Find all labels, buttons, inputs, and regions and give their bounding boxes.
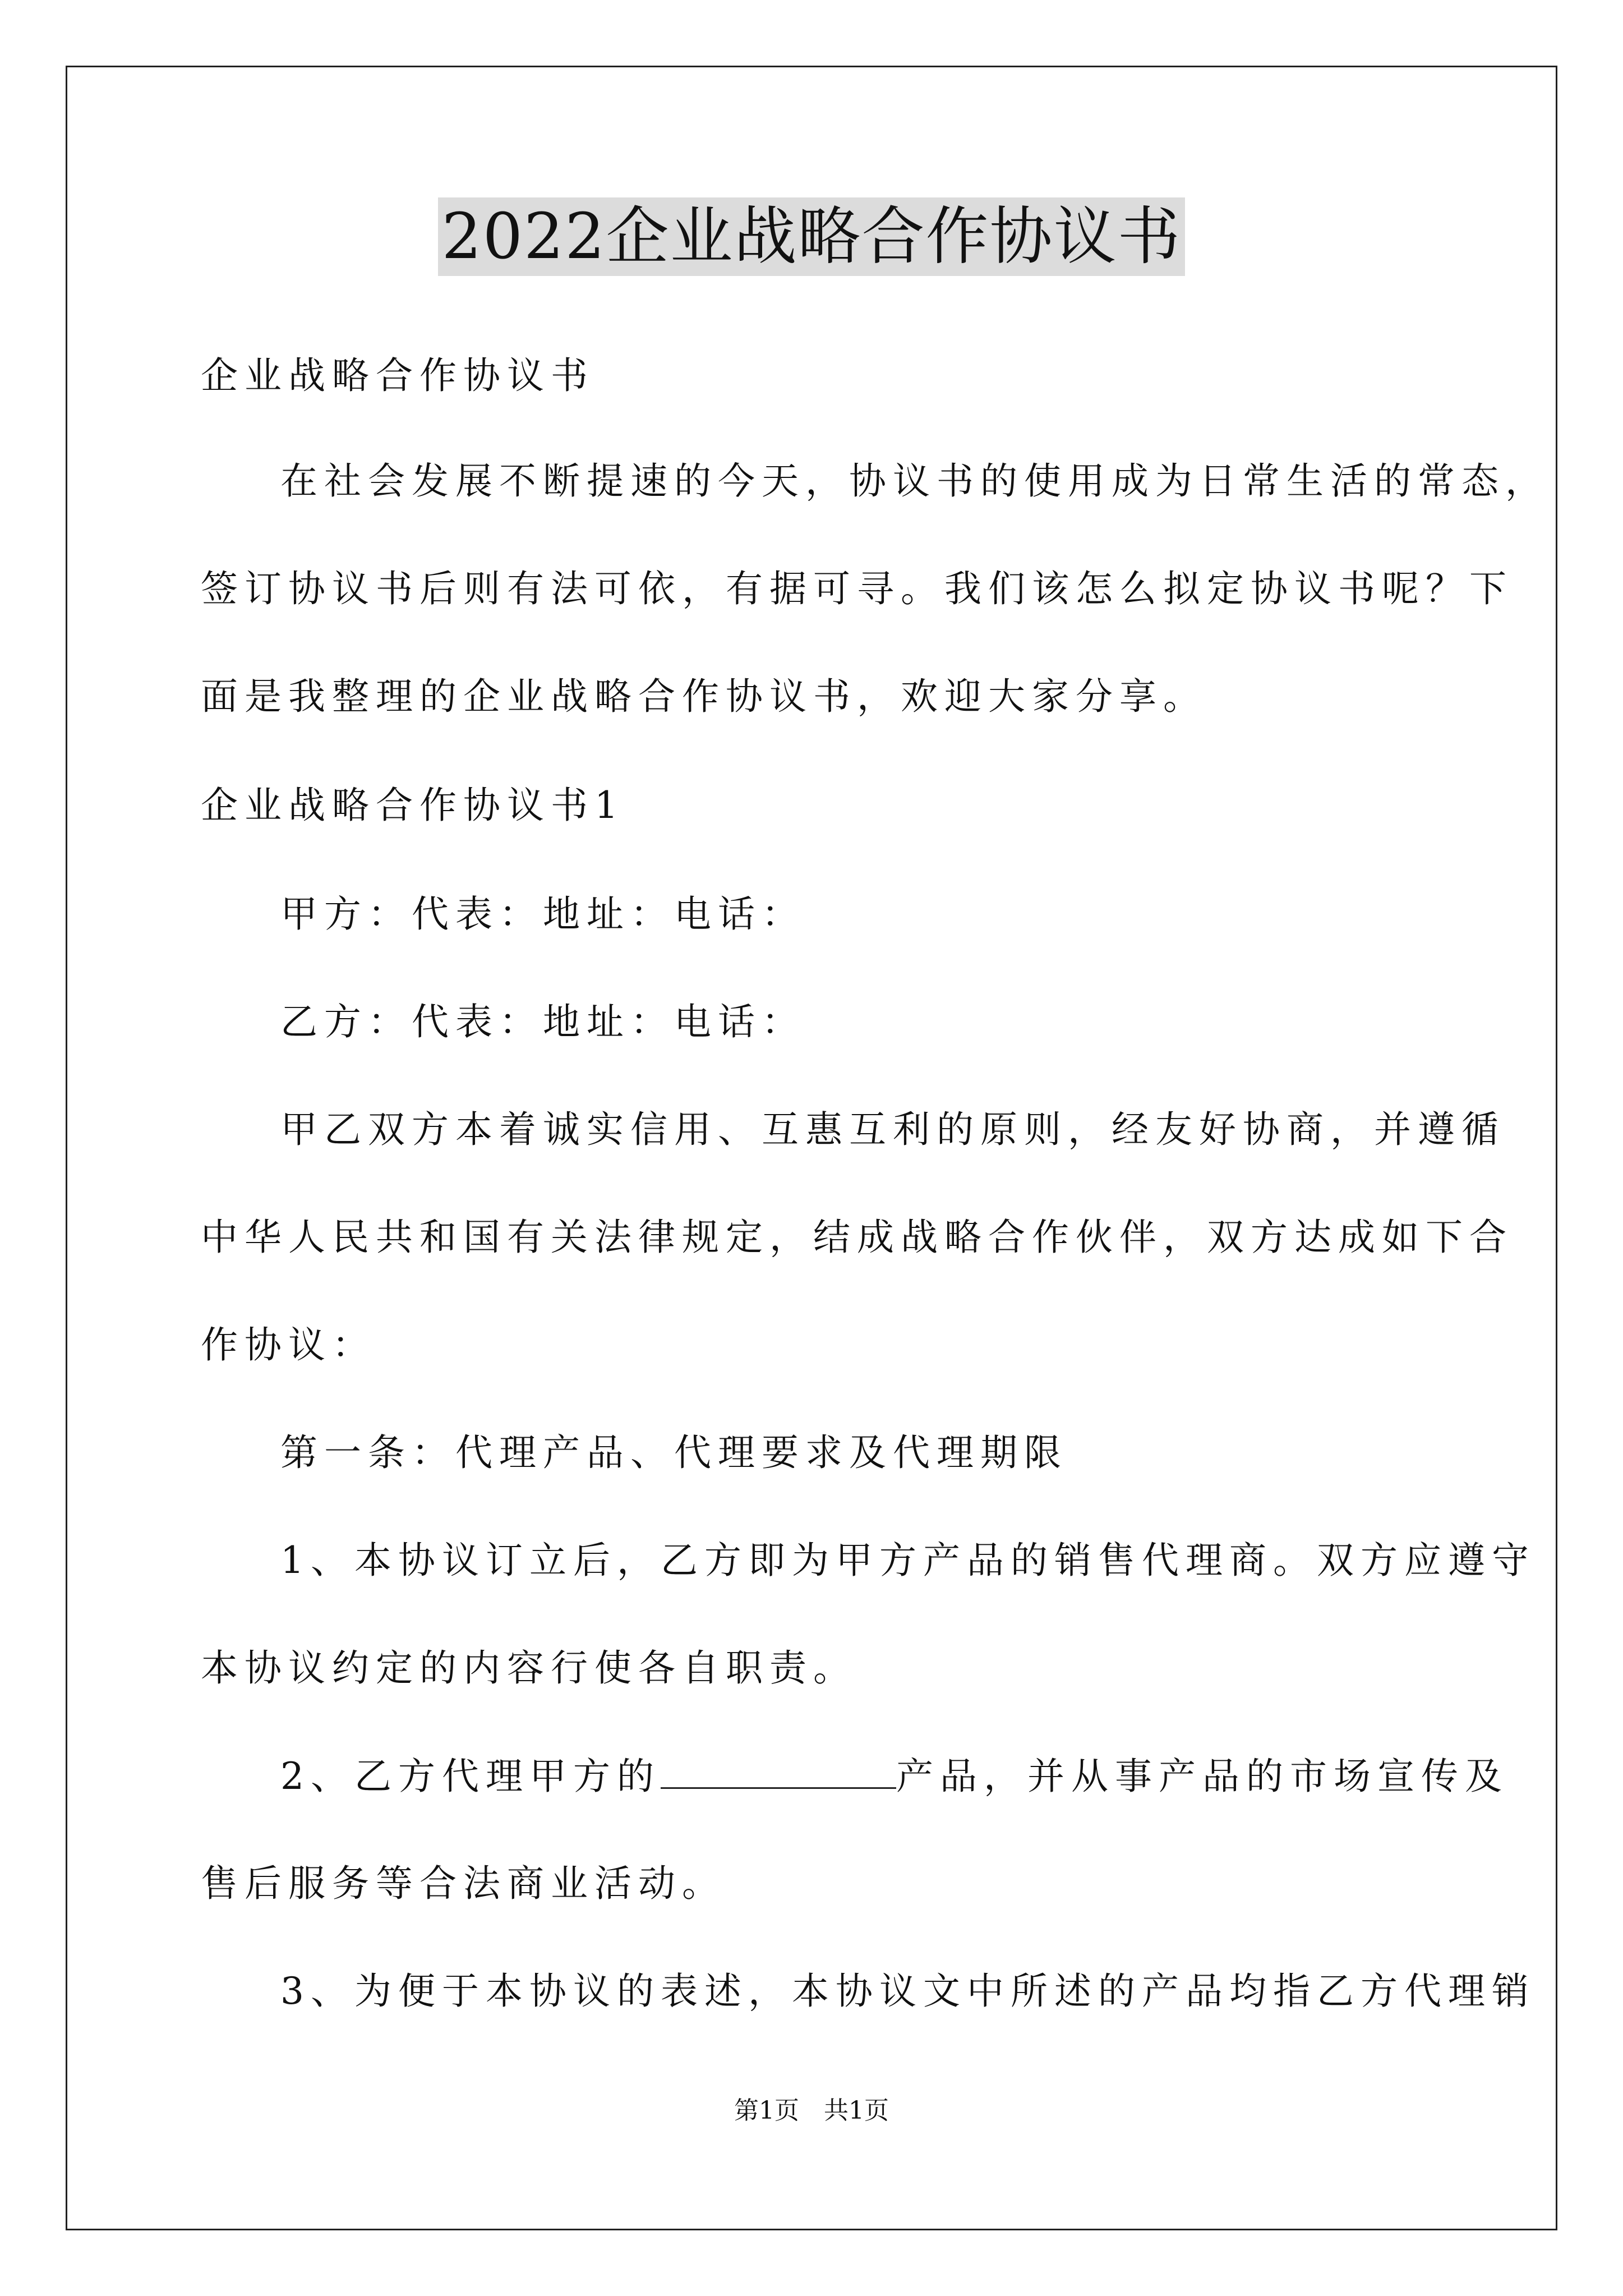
article-heading: 第一条：代理产品、代理要求及代理期限 (280, 1431, 1068, 1474)
page-footer: 第1页 共1页 (734, 2096, 889, 2125)
paragraph-line: 作协议： (201, 1323, 376, 1366)
document-title: 2022企业战略合作协议书 (438, 197, 1184, 276)
party-a-line: 甲方：代表：地址：电话： (280, 892, 805, 936)
paragraph-line: 中华人民共和国有关法律规定，结成战略合作伙伴，双方达成如下合 (201, 1216, 1513, 1259)
paragraph-line-with-blank (280, 1754, 1509, 1799)
paragraph-line: 签订协议书后则有法可依，有据可寻。我们该怎么拟定协议书呢？下 (201, 567, 1513, 610)
paragraph-line: 面是我整理的企业战略合作协议书，欢迎大家分享。 (201, 675, 1207, 718)
subtitle-line: 企业战略合作协议书 (201, 354, 594, 397)
clause-text-before-blank: 2、乙方代理甲方的 (280, 1755, 661, 1798)
party-b-line: 乙方：代表：地址：电话： (280, 1000, 805, 1043)
paragraph-line: 在社会发展不断提速的今天，协议书的使用成为日常生活的常态， (280, 459, 1549, 503)
section-heading: 企业战略合作协议书1 (201, 784, 625, 827)
paragraph-line: 甲乙双方本着诚实信用、互惠互利的原则，经友好协商，并遵循 (280, 1108, 1505, 1151)
title-container (0, 197, 1623, 276)
fill-in-blank (661, 1754, 896, 1789)
paragraph-line: 3、为便于本协议的表述，本协议文中所述的产品均指乙方代理销 (280, 1970, 1536, 2013)
paragraph-line: 1、本协议订立后，乙方即为甲方产品的销售代理商。双方应遵守 (280, 1539, 1536, 1582)
paragraph-line: 售后服务等合法商业活动。 (201, 1862, 726, 1905)
clause-text-after-blank: 产品，并从事产品的市场宣传及 (896, 1755, 1509, 1798)
paragraph-line: 本协议约定的内容行使各自职责。 (201, 1646, 857, 1690)
